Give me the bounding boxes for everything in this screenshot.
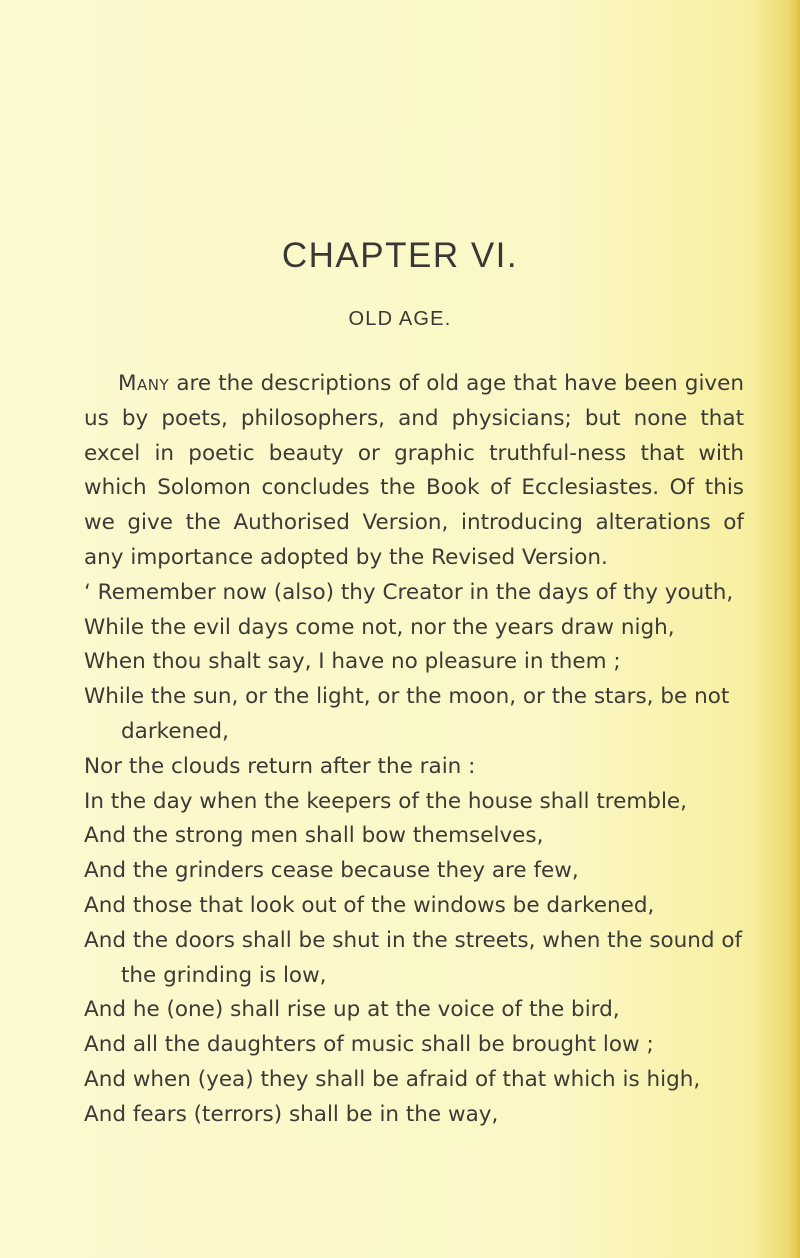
intro-lead-word: Many [118,371,170,396]
section-title: OLD AGE. [348,308,452,330]
verse-line: Nor the clouds return after the rain : [84,753,476,779]
verse-line: While the evil days come not, nor the years draw nigh, [84,614,675,640]
verse-line: And all the daughters of music shall be brought low ; [84,1032,654,1058]
verse-line: While the sun, or the light, or the moon, or the stars, be not darkened, [84,684,730,744]
verse-line: And the grinders cease because they are few, [84,858,579,884]
verse-line: When thou shalt say, I have no pleasure in them ; [84,649,621,675]
verse-line: And when (yea) they shall be afraid of that which is high, [84,1066,701,1092]
verse-line: And he (one) shall rise up at the voice of the bird, [84,997,620,1023]
chapter-title: CHAPTER VI. [281,236,519,275]
verse-line: And fears (terrors) shall be in the way, [84,1101,499,1127]
verse-line: In the day when the keepers of the house shall tremble, [84,788,687,814]
intro-text: are the descriptions of old age that have been given us by poets, philosophers, and physicians; but none that excel in poetic beauty or graphic truthful-ness that with which Solomon concludes the Book of Ecclesiastes. Of this we give the Authorised Version, introducing alterations of any importance adopted by the Revised Version. [84,371,744,570]
page-body [84,367,744,1133]
verse-line: And those that look out of the windows be darkened, [84,892,655,918]
verse-line: ‘ Remember now (also) thy Creator in the days of thy youth, [84,579,734,605]
verse-line: And the doors shall be shut in the streets, when the sound of the grinding is low, [84,927,743,988]
intro-paragraph [84,367,744,576]
verse-line: And the strong men shall bow themselves, [84,823,544,849]
page-edge [788,0,800,1258]
